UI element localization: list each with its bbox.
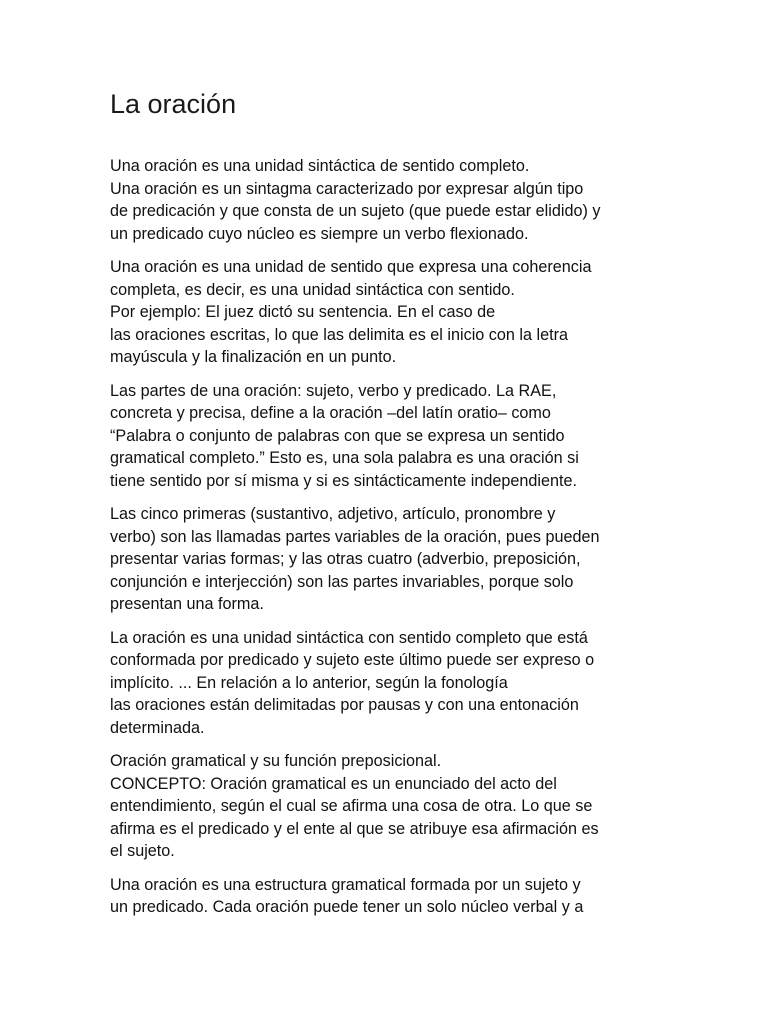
text-line: afirma es el predicado y el ente al que se atribuye esa afirmación es [110,819,599,838]
text-line: completa, es decir, es una unidad sintáctica con sentido. [110,280,515,299]
text-line: CONCEPTO: Oración gramatical es un enunciado del acto del [110,774,557,793]
text-line: Una oración es un sintagma caracterizado por expresar algún tipo [110,179,584,198]
text-line: las oraciones escritas, lo que las delimita es el inicio con la letra [110,325,568,344]
paragraph-5 [110,627,670,740]
document-body [110,155,670,930]
text-line: concreta y precisa, define a la oración –del latín oratio– como [110,404,551,422]
text-line: Una oración es una estructura gramatical formada por un sujeto y [110,875,581,894]
text-line: La oración es una unidad sintáctica con sentido completo que está [110,628,588,647]
text-line: Las cinco primeras (sustantivo, adjetivo, artículo, pronombre y [110,505,556,523]
text-line: tiene sentido por sí misma y si es sintácticamente independiente. [110,471,577,490]
text-line: determinada. [110,718,205,737]
text-line: de predicación y que consta de un sujeto (que puede estar elidido) y [110,202,601,220]
text-line: verbo) son las llamadas partes variables de la oración, pues pueden [110,527,600,546]
text-line: Las partes de una oración: sujeto, verbo y predicado. La RAE, [110,381,557,400]
paragraph-6 [110,750,670,863]
text-line: las oraciones están delimitadas por pausas y con una entonación [110,696,579,714]
paragraph-4 [110,503,670,616]
text-line: conformada por predicado y sujeto este último puede ser expreso o [110,651,595,669]
text-line: gramatical completo.” Esto es, una sola palabra es una oración si [110,449,579,467]
page-title: La oración [110,89,237,119]
paragraph-2 [110,256,670,369]
paragraph-3 [110,380,670,493]
text-line: “Palabra o conjunto de palabras con que se expresa un sentido [110,426,565,445]
text-line: Una oración es una unidad de sentido que expresa una coherencia [110,258,592,276]
text-line: Oración gramatical y su función preposicional. [110,752,442,770]
text-line: implícito. ... En relación a lo anterior, según la fonología [110,673,508,692]
text-line: conjunción e interjección) son las partes invariables, porque solo [110,572,574,591]
text-line: mayúscula y la finalización en un punto. [110,348,397,366]
text-line: Por ejemplo: El juez dictó su sentencia. En el caso de [110,303,496,321]
paragraph-7 [110,874,670,919]
paragraph-1 [110,155,670,245]
text-line: presentan una forma. [110,595,264,613]
text-line: un predicado cuyo núcleo es siempre un verbo flexionado. [110,224,529,243]
text-line: presentar varias formas; y las otras cuatro (adverbio, preposición, [110,550,581,568]
text-line: el sujeto. [110,842,175,860]
text-line: Una oración es una unidad sintáctica de sentido completo. [110,157,530,175]
text-line: entendimiento, según el cual se afirma una cosa de otra. Lo que se [110,797,593,815]
text-line: un predicado. Cada oración puede tener un solo núcleo verbal y a [110,898,584,916]
